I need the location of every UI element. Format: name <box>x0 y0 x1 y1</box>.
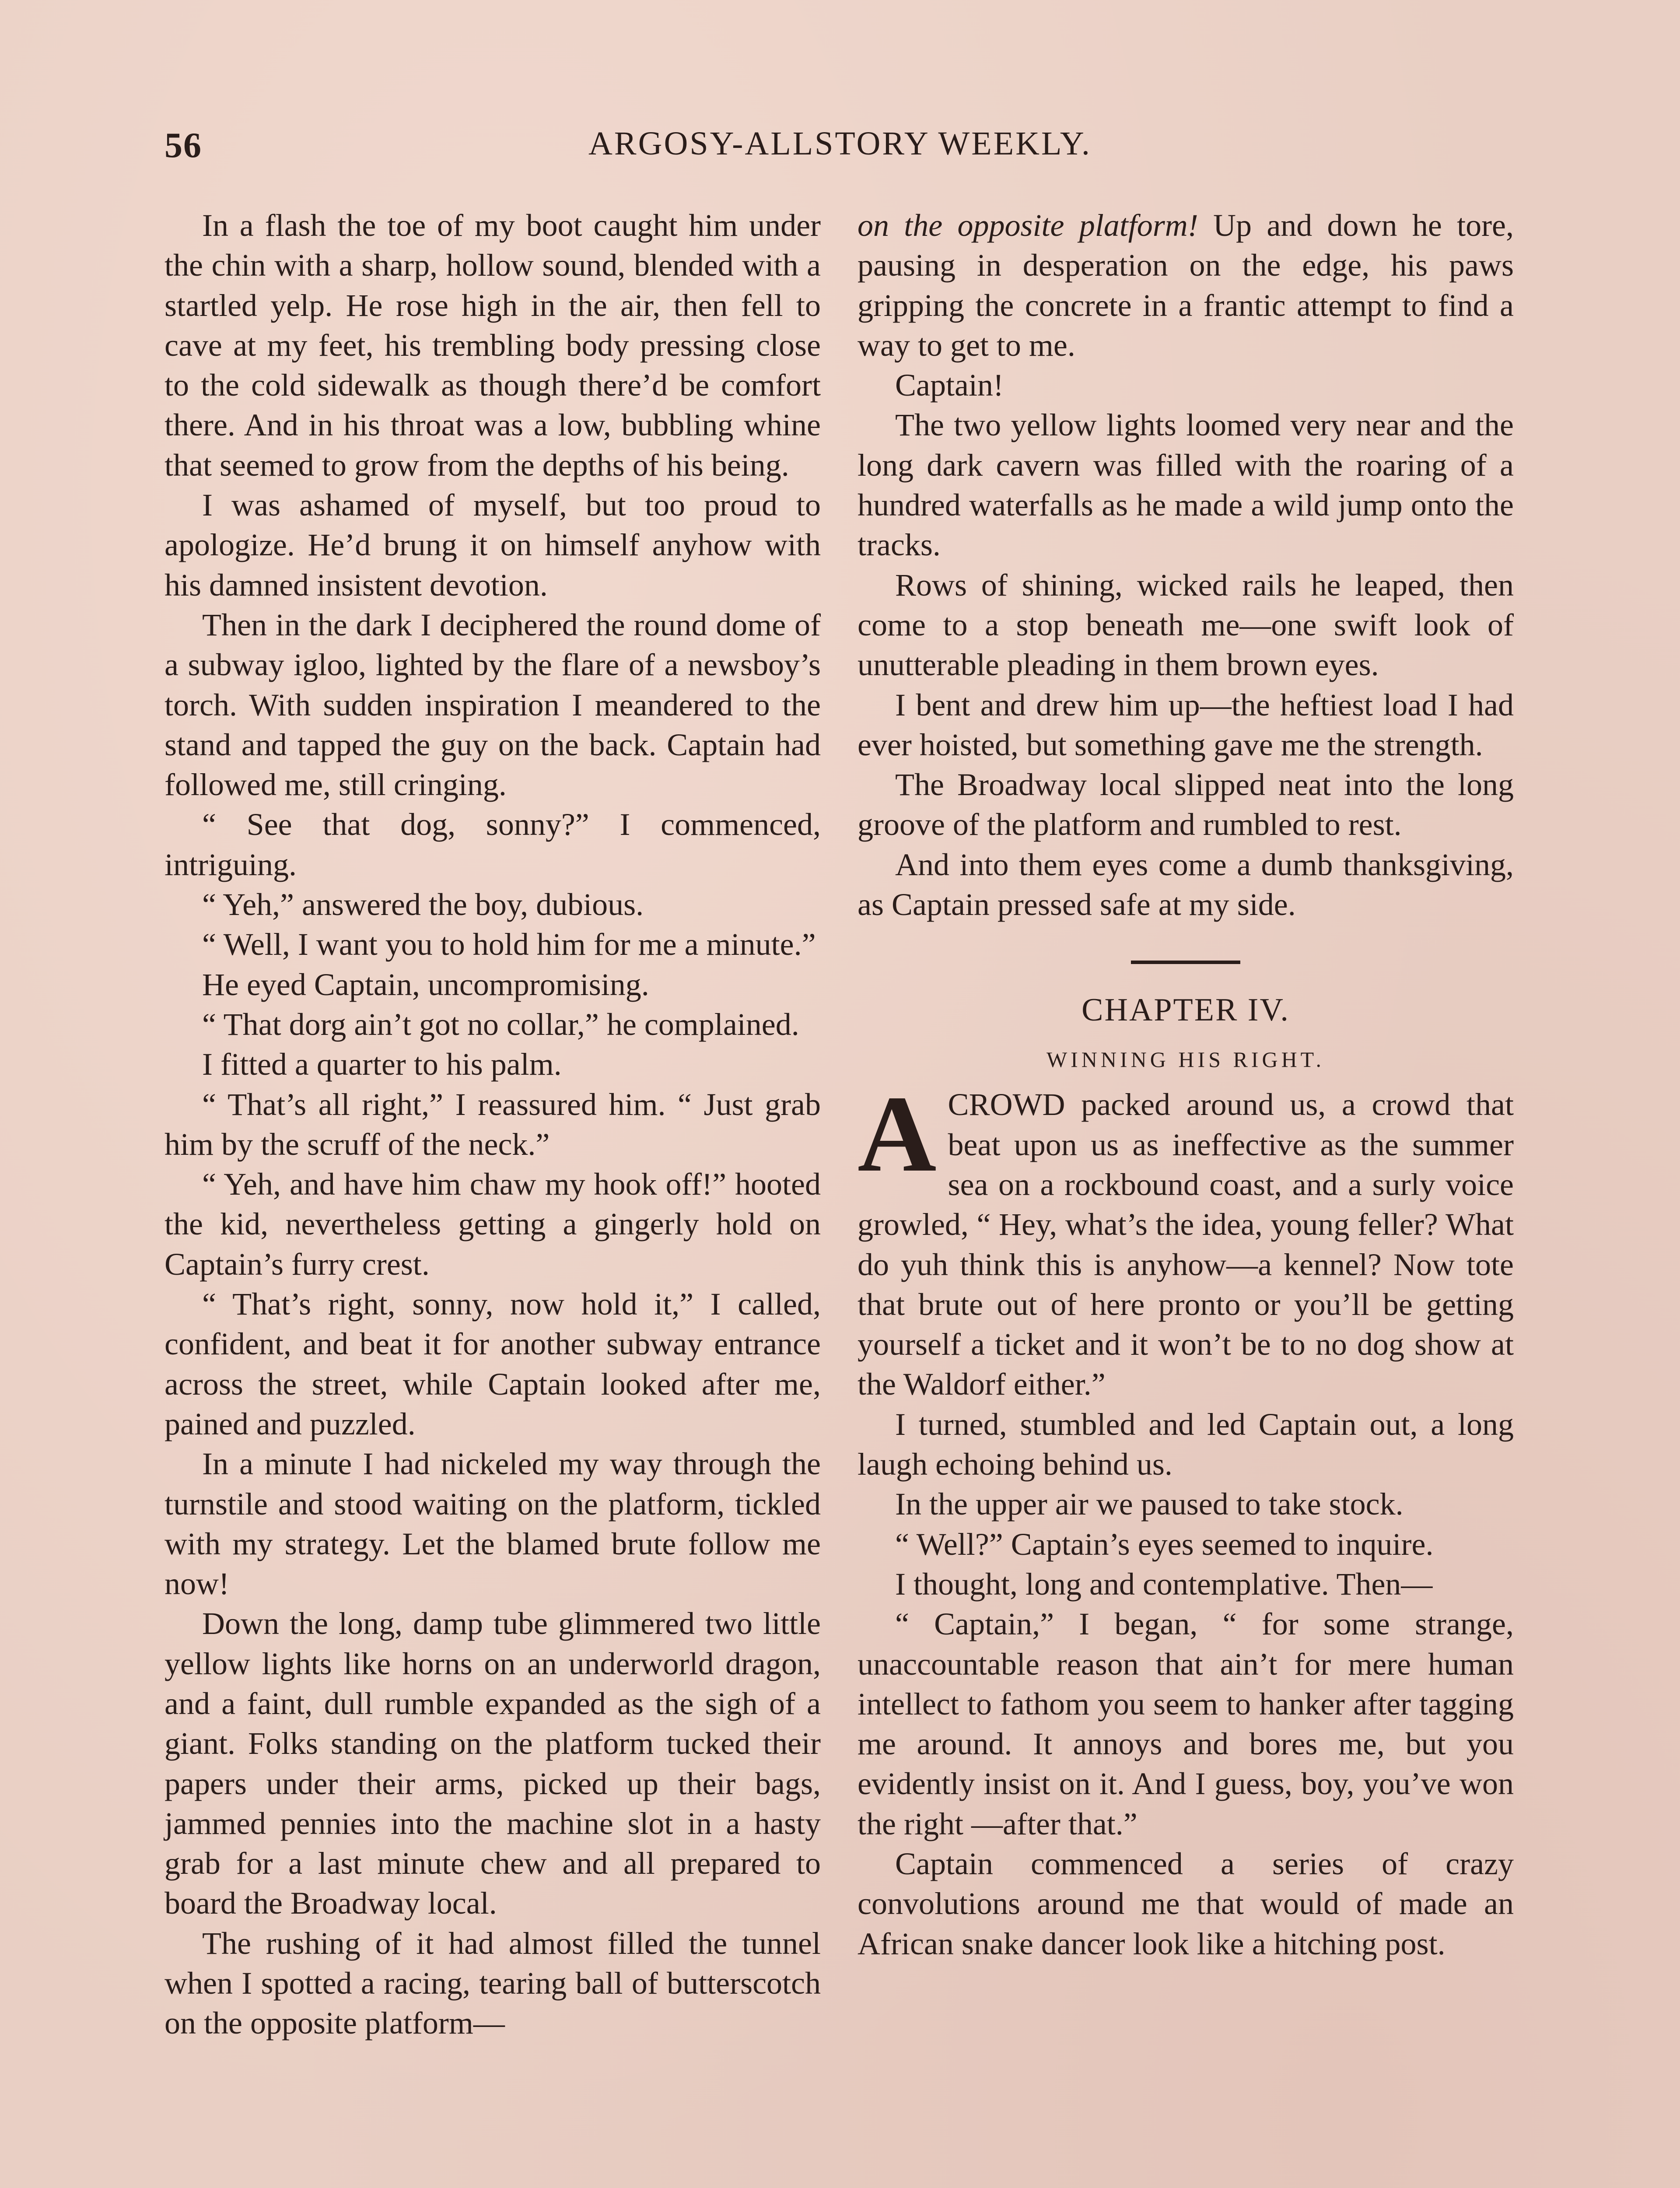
chapter-opening-text: CROWD packed around us, a crowd that beat upon us as ineffective as the summer sea on a rockbound coast, and a surly voice growled, “ Hey, what’s the idea, young feller? What do yuh think this is anyhow—a kennel? Now tote that brute out of here pronto or you’ll be getting yourself a ticket and it won’t be to no dog show at the Waldorf either.” <box>858 1087 1514 1402</box>
page-number: 56 <box>164 125 202 165</box>
drop-cap: A <box>858 1073 937 1195</box>
paragraph: Captain! <box>895 368 1004 403</box>
italic-phrase: on the opposite platform! <box>858 208 1198 243</box>
paragraph: “ That dorg ain’t got no collar,” he complained. <box>202 1006 799 1042</box>
paragraph: Down the long, damp tube glimmered two little yellow lights like horns on an underworld dragon, and a faint, dull rumble expanded as the sigh of a giant. Folks standing on the platform tucked their papers under their arms, picked up their bags, jammed pennies into the machine slot in a hasty grab for a last minute chew and all prepared to board the Broadway local. <box>164 1606 821 1921</box>
paragraph: I turned, stumbled and led Captain out, a long laugh echoing behind us. <box>858 1406 1514 1482</box>
paragraph: “ Well, I want you to hold him for me a minute.” <box>202 927 816 962</box>
chapter-opening-paragraph <box>858 1073 1514 1404</box>
paragraph: I was ashamed of myself, but too proud to apologize. He’d brung it on himself anyhow with his damned insistent devotion. <box>164 487 821 603</box>
paragraph: Captain commenced a series of crazy convolutions around me that would of made an African snake dancer look like a hitching post. <box>858 1846 1514 1961</box>
paragraph: In a minute I had nickeled my way through the turnstile and stood waiting on the platform, tickled with my strategy. Let the blamed brute follow me now! <box>164 1446 821 1602</box>
paragraph: “ Yeh, and have him chaw my hook off!” hooted the kid, nevertheless getting a gingerly hold on Captain’s furry crest. <box>164 1167 821 1282</box>
paragraph: The two yellow lights loomed very near and the long dark cavern was filled with the roaring of a hundred waterfalls as he made a wild jump onto the tracks. <box>858 407 1514 563</box>
paragraph: “ That’s right, sonny, now hold it,” I called, confident, and beat it for another subway entrance across the street, while Captain looked after me, pained and puzzled. <box>164 1287 821 1441</box>
running-title: ARGOSY-ALLSTORY WEEKLY. <box>588 125 1092 162</box>
section-divider <box>1131 961 1240 964</box>
paragraph: “ See that dog, sonny?” I commenced, intriguing. <box>164 807 821 882</box>
left-column <box>164 206 821 2044</box>
chapter-title: CHAPTER IV. <box>1082 992 1290 1028</box>
paragraph: “ Well?” Captain’s eyes seemed to inquire. <box>895 1526 1434 1562</box>
paragraph: And into them eyes come a dumb thanksgiving, as Captain pressed safe at my side. <box>858 847 1514 922</box>
paragraph: The Broadway local slipped neat into the long groove of the platform and rumbled to rest. <box>858 767 1514 842</box>
paragraph: “ That’s all right,” I reassured him. “ Just grab him by the scruff of the neck.” <box>164 1087 821 1162</box>
paragraph: I fitted a quarter to his palm. <box>202 1047 562 1082</box>
paragraph: In a flash the toe of my boot caught him under the chin with a sharp, hollow sound, blended with a startled yelp. He rose high in the air, then fell to cave at my feet, his trembling body pressing close to the cold sidewalk as though there’d be comfort there. And in his throat was a low, bubbling whine that seemed to grow from the depths of his being. <box>164 208 821 483</box>
paragraph: The rushing of it had almost filled the tunnel when I spotted a racing, tearing ball of butterscotch on the opposite platform— <box>164 1925 821 2041</box>
continued-paragraph <box>858 206 1514 365</box>
paragraph: “ Captain,” I began, “ for some strange, unaccountable reason that ain’t for mere human intellect to fathom you seem to hanker after tagging me around. It annoys and bores me, but you evidently insist on it. And I guess, boy, you’ve won the right —after that.” <box>858 1606 1514 1841</box>
paragraph: I thought, long and contemplative. Then— <box>895 1566 1433 1602</box>
chapter-subtitle: WINNING HIS RIGHT. <box>1046 1047 1325 1072</box>
page-header <box>164 125 1516 173</box>
paragraph: Then in the dark I deciphered the round dome of a subway igloo, lighted by the flare of a newsboy’s torch. With sudden inspiration I meandered to the stand and tapped the guy on the back. Captain had followed me, still cringing. <box>164 607 821 803</box>
paragraph: In the upper air we paused to take stock. <box>895 1487 1404 1522</box>
right-column <box>858 206 1514 1964</box>
paragraph: “ Yeh,” answered the boy, dubious. <box>202 887 644 922</box>
paragraph: Rows of shining, wicked rails he leaped, then come to a stop beneath me—one swift look of unutterable pleading in them brown eyes. <box>858 567 1514 683</box>
continued-text: Up and down he tore, pausing in desperation on the edge, his paws gripping the concrete in a frantic attempt to find a way to get to me. <box>858 208 1514 363</box>
paragraph: He eyed Captain, uncompromising. <box>202 967 649 1002</box>
paragraph: I bent and drew him up—the heftiest load I had ever hoisted, but something gave me the strength. <box>858 687 1514 762</box>
